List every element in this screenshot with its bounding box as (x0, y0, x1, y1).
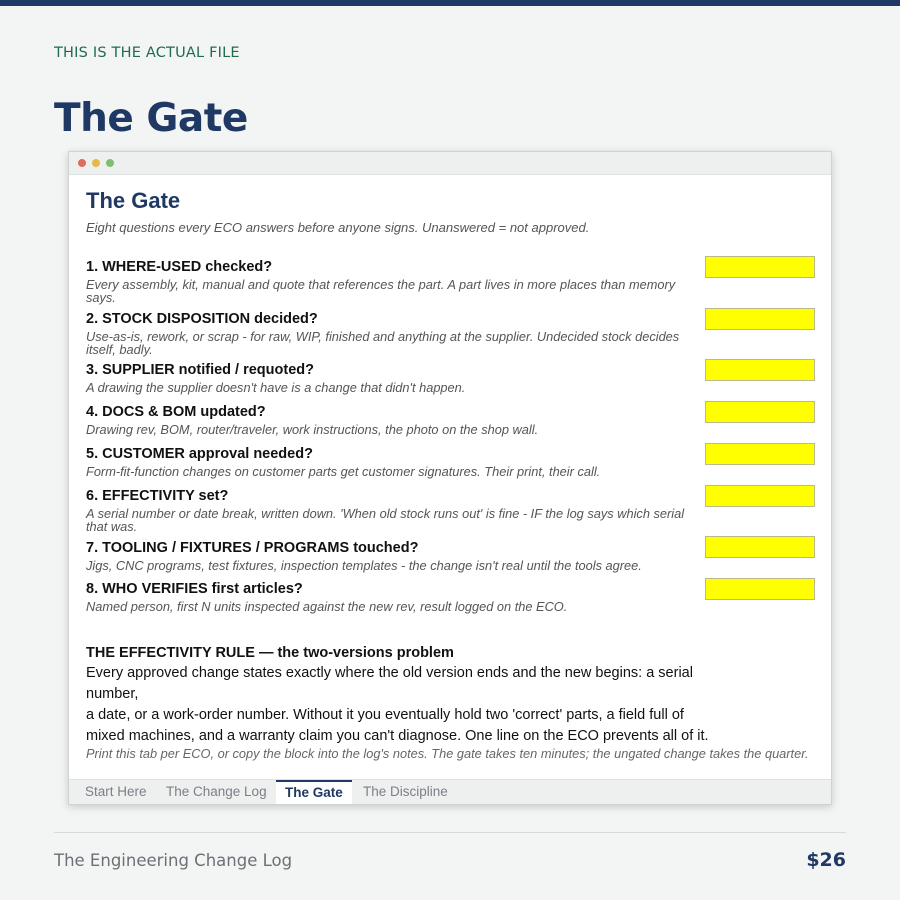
gate-question (86, 540, 706, 572)
question-description: Drawing rev, BOM, router/traveler, work instructions, the photo on the shop wall. (86, 422, 539, 437)
tab-the-discipline[interactable]: The Discipline (363, 784, 448, 799)
tab-start-here[interactable]: Start Here (85, 784, 147, 799)
answer-cell[interactable] (705, 308, 815, 330)
spreadsheet-window (68, 151, 832, 805)
rule-line: a date, or a work-order number. Without it you eventually hold two 'correct' parts, a field full of (86, 707, 684, 723)
maximize-window-dot-icon[interactable] (106, 159, 114, 167)
answer-cell[interactable] (705, 443, 815, 465)
question-title: 8. WHO VERIFIES first articles? (86, 581, 303, 597)
question-title: 2. STOCK DISPOSITION decided? (86, 311, 318, 327)
window-titlebar (69, 152, 831, 175)
answer-cell[interactable] (705, 536, 815, 558)
close-window-dot-icon[interactable] (78, 159, 86, 167)
sheet-footnote: Print this tab per ECO, or copy the block into the log's notes. The gate takes ten minutes; the ungated change takes the quarter. (86, 746, 809, 761)
rule-line: mixed machines, and a warranty claim you can't diagnose. One line on the ECO prevents all of it. (86, 728, 709, 744)
question-title: 7. TOOLING / FIXTURES / PROGRAMS touched? (86, 540, 419, 556)
question-description: Jigs, CNC programs, test fixtures, inspection templates - the change isn't real until the tools agree. (86, 558, 642, 573)
gate-question (86, 362, 706, 394)
gate-question (86, 446, 706, 478)
answer-cell[interactable] (705, 485, 815, 507)
sheet-subtitle: Eight questions every ECO answers before anyone signs. Unanswered = not approved. (86, 220, 590, 235)
tab-the-change-log[interactable]: The Change Log (166, 784, 267, 799)
answer-cell[interactable] (705, 359, 815, 381)
question-title: 3. SUPPLIER notified / requoted? (86, 362, 314, 378)
question-title: 6. EFFECTIVITY set? (86, 488, 229, 504)
gate-question (86, 311, 706, 356)
question-title: 5. CUSTOMER approval needed? (86, 446, 313, 462)
question-description: A drawing the supplier doesn't have is a change that didn't happen. (86, 380, 466, 395)
minimize-window-dot-icon[interactable] (92, 159, 100, 167)
sheet-tab-bar (69, 779, 831, 805)
effectivity-rule-title: THE EFFECTIVITY RULE — the two-versions problem (86, 645, 454, 661)
product-name: The Engineering Change Log (54, 851, 293, 870)
question-title: 4. DOCS & BOM updated? (86, 404, 266, 420)
gate-question (86, 259, 706, 304)
answer-cell[interactable] (705, 578, 815, 600)
gate-question (86, 581, 706, 613)
question-description: Every assembly, kit, manual and quote that references the part. A part lives in more places than memory says. (86, 277, 676, 305)
product-price: $26 (806, 849, 846, 871)
question-title: 1. WHERE-USED checked? (86, 259, 273, 275)
question-description: Form-fit-function changes on customer parts get customer signatures. Their print, their call. (86, 464, 601, 479)
page-headline: The Gate (54, 96, 248, 141)
question-description: Use-as-is, rework, or scrap - for raw, WIP, finished and anything at the supplier. Undecided stock decides itself, badly. (86, 329, 680, 357)
footer-divider (54, 832, 846, 833)
eyebrow-label: THIS IS THE ACTUAL FILE (54, 45, 240, 61)
answer-cell[interactable] (705, 256, 815, 278)
effectivity-rule-body (86, 663, 746, 747)
rule-line: Every approved change states exactly where the old version ends and the new begins: a serial number, (86, 665, 693, 702)
gate-question (86, 488, 706, 533)
sheet-title: The Gate (86, 188, 181, 213)
tab-the-gate[interactable]: The Gate (276, 780, 352, 805)
answer-cell[interactable] (705, 401, 815, 423)
top-accent-bar (0, 0, 900, 6)
question-description: Named person, first N units inspected against the new rev, result logged on the ECO. (86, 599, 568, 614)
gate-question (86, 404, 706, 436)
question-description: A serial number or date break, written down. 'When old stock runs out' is fine - IF the log says which serial that was. (86, 506, 685, 534)
